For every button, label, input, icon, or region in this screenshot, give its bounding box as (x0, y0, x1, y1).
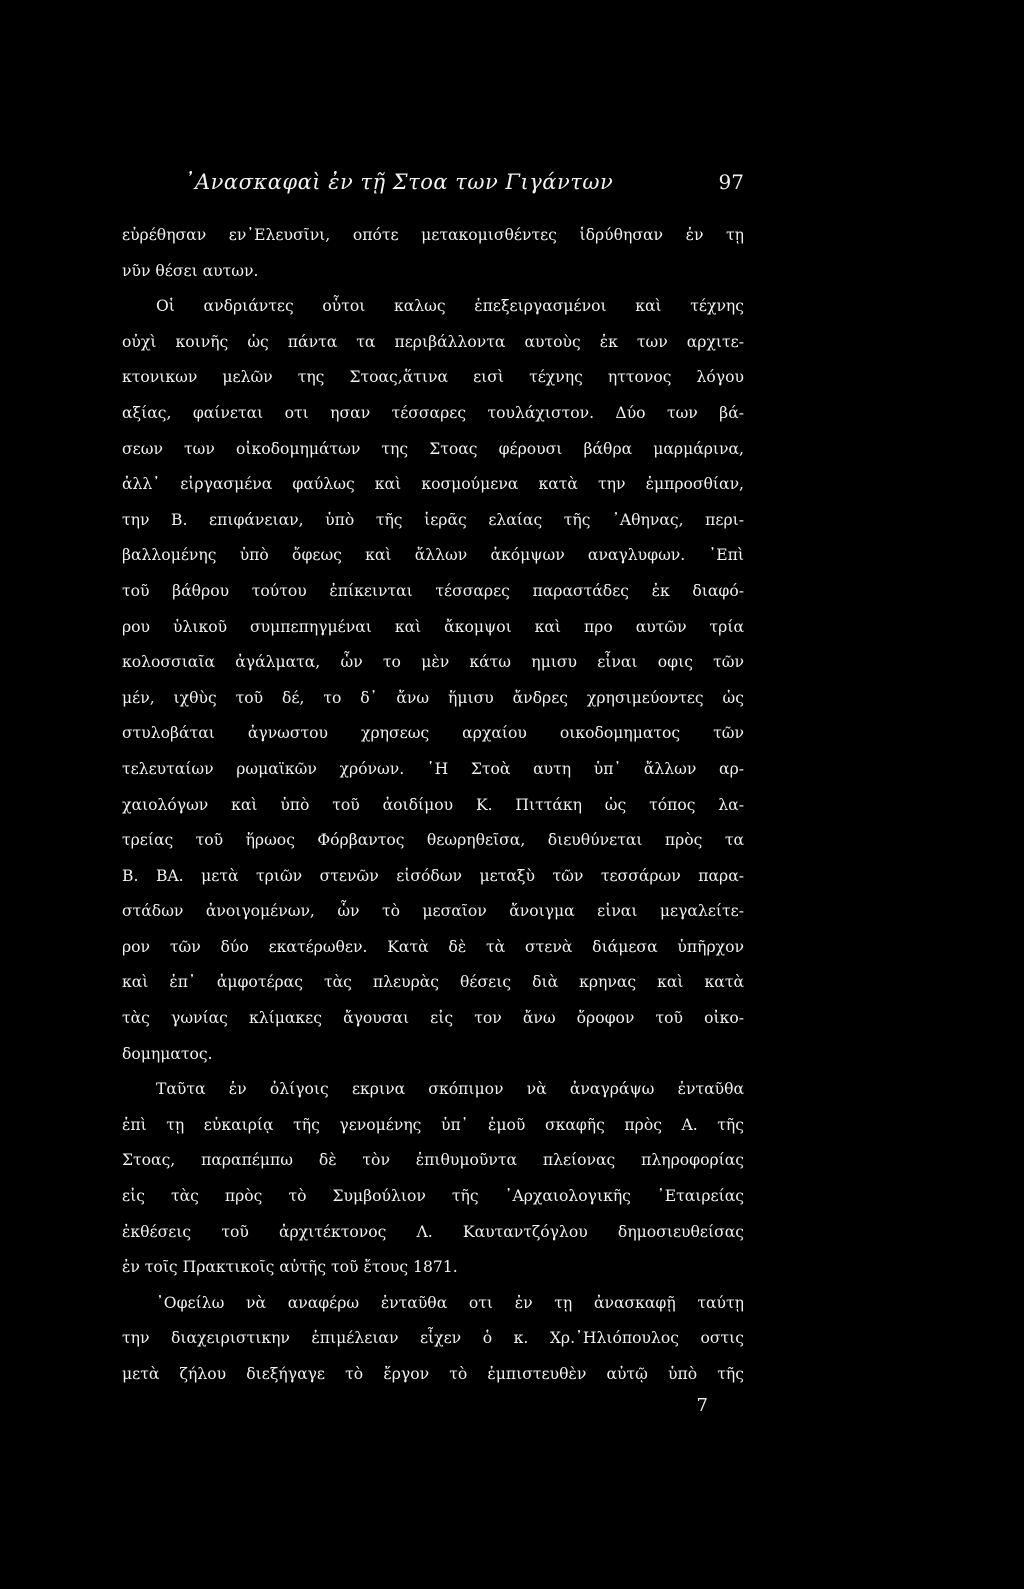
text-line: μετὰ ζήλου διεξήγαγε τὸ ἔργον τὸ ἐμπιστευθὲν αὐτῷ ὑπὸ τῆς (122, 1365, 744, 1383)
text-line: νῦν θέσει αυτων. (122, 261, 259, 280)
text-line: την διαχειριστικην ἐπιμέλειαν εἶχεν ὁ κ. Χρ.᾿Ηλιόπουλος οστις (122, 1329, 744, 1348)
text-line: Β. ΒΑ. μετὰ τριῶν στενῶν εἰσόδων μεταξὺ τῶν τεσσάρων παρα- (122, 866, 744, 885)
text-line: στυλοβάται ἀγνωστου χρησεως αρχαίου οικοδομηματος τῶν (122, 724, 744, 743)
text-line: βαλλομένης ὑπὸ ὄφεως καὶ ἄλλων ἀκόμψων αναγλυφων. ᾿Επὶ (122, 546, 744, 565)
text-line: χαιολόγων καὶ ὑπὸ τοῦ ἀοιδίμου Κ. Πιττάκη ὡς τόπος λα- (122, 795, 744, 814)
text-line: ρου ὑλικοῦ συμπεπηγμέναι καὶ ἄκομψοι καὶ προ αυτῶν τρία (122, 617, 744, 636)
text-line: Στοας, παραπέμπω δὲ τὸν ἐπιθυμοῦντα πλείονας πληροφορίας (122, 1151, 744, 1170)
text-line: μέν, ιχθὺς τοῦ δέ, το δ᾿ ἄνω ἥμισυ ἄνδρες χρησιμεύοντες ὡς (122, 688, 744, 707)
running-head (184, 168, 744, 196)
text-line: τρείας τοῦ ἥρωος Φόρβαντος θεωρηθεῖσα, διευθύνεται πρὸς τα (122, 831, 744, 850)
text-line: κολοσσιαῖα ἀγάλματα, ὧν το μὲν κάτω ημισυ εἶναι οφις τῶν (122, 653, 744, 672)
text-line: τὰς γωνίας κλίμακες ἄγουσαι εἰς τον ἄνω ὄροφον τοῦ οἰκο- (122, 1009, 744, 1028)
text-line: στάδων ἀνοιγομένων, ὧν τὸ μεσαῖον ἄνοιγμα εἰναι μεγαλείτε- (122, 902, 744, 921)
document-page (122, 168, 744, 1421)
text-line: ρον τῶν δύο εκατέρωθεν. Κατὰ δὲ τὰ στενὰ διάμεσα ὑπῆρχον (122, 937, 744, 956)
text-line: τελευταίων ρωμαϊκῶν χρόνων. ῾Η Στοὰ αυτη ὑπ᾿ ἄλλων αρ- (122, 759, 744, 778)
text-line: την Β. επιφάνειαν, ὑπὸ τῆς ἱερᾶς ελαίας τῆς ᾿Αθηνας, περι- (122, 510, 744, 529)
text-line: οὐχὶ κοινῆς ὡς πάντα τα περιβάλλοντα αυτοὺς ἐκ των αρχιτε- (122, 332, 744, 351)
text-line: αξίας, φαίνεται οτι ησαν τέσσαρες τουλάχιστον. Δύο των βά- (122, 403, 744, 422)
text-line: ἐκθέσεις τοῦ ἀρχιτέκτονος Λ. Καυταντζόγλου δημοσιευθείσας (122, 1222, 744, 1241)
text-line: ᾿Οφείλω νὰ αναφέρω ἐνταῦθα οτι ἐν τῃ ἀνασκαφῇ ταύτῃ (156, 1293, 744, 1312)
text-line: δομηματος. (122, 1044, 213, 1063)
signature-mark: 7 (696, 1394, 708, 1416)
text-line: ἀλλ᾿ εἰργασμένα φαύλως καὶ κοσμούμενα κατὰ την ἐμπροσθίαν, (122, 475, 744, 494)
text-line: σεων των οἰκοδομημάτων της Στοας φέρουσι βάθρα μαρμάρινα, (122, 439, 744, 458)
body-text (122, 218, 744, 1393)
text-line: καὶ ἐπ᾿ ἀμφοτέρας τὰς πλευρὰς θέσεις διὰ κρηνας καὶ κατὰ (122, 973, 744, 992)
text-line: κτονικων μελῶν της Στοας,ἅτινα εισὶ τέχνης ηττονος λόγου (122, 368, 744, 387)
text-line: εὑρέθησαν εν᾿Ελευσῖνι, οπότε μετακομισθέντες ἱδρύθησαν ἐν τῃ (122, 226, 744, 244)
text-line: Οἱ ανδριάντες οὗτοι καλως ἐπεξειργασμένοι καὶ τέχνης (156, 297, 744, 316)
text-line: ἐν τοῖς Πρακτικοῖς αὐτῆς τοῦ ἔτους 1871. (122, 1258, 458, 1277)
page-number: 97 (718, 170, 744, 194)
text-line: ἐπὶ τῃ εὐκαιρίᾳ τῆς γενομένης ὑπ᾿ ἐμοῦ σκαφῆς πρὸς Α. τῆς (122, 1115, 744, 1134)
text-line: Ταῦτα ἐν ὀλίγοις εκρινα σκόπιμον νὰ ἀναγράψω ἐνταῦθα (156, 1080, 744, 1099)
running-title: ᾿Ανασκαφαὶ ἐν τῇ Στοα των Γιγάντων (184, 170, 614, 194)
text-line: εἰς τὰς πρὸς τὸ Συμβούλιον τῆς ᾿Αρχαιολογικῆς ᾿Εταιρείας (122, 1187, 744, 1206)
text-line: τοῦ βάθρου τούτου ἐπίκεινται τέσσαρες παραστάδες ἐκ διαφό- (122, 581, 744, 600)
